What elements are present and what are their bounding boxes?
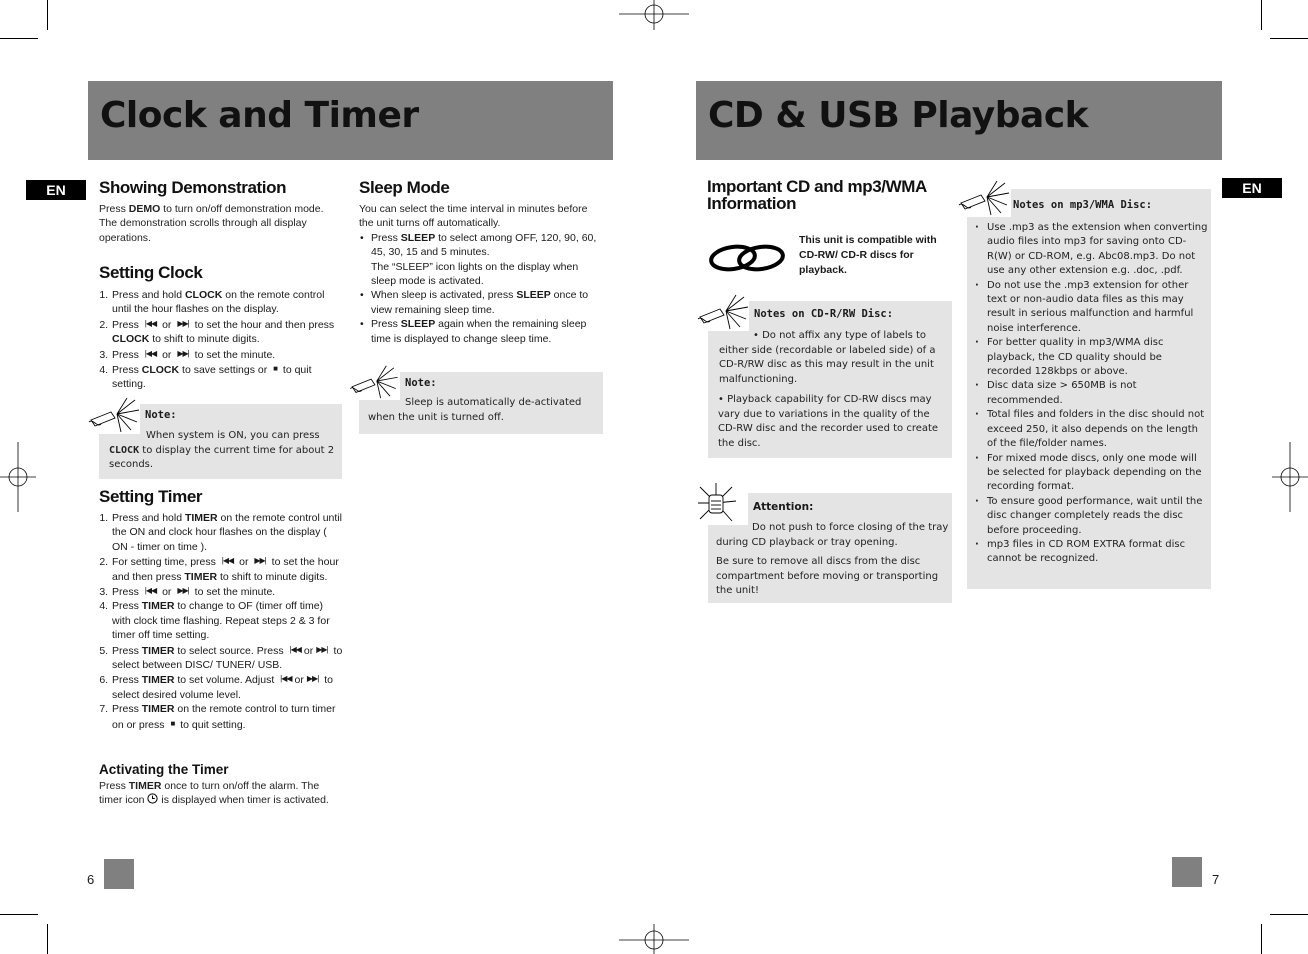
next-track-icon: ▶▶| xyxy=(177,348,189,358)
note-icon-area xyxy=(347,364,400,400)
demo-key: DEMO xyxy=(128,203,161,215)
info-section xyxy=(707,178,947,212)
page-number: 6 xyxy=(87,872,95,887)
registration-mark-icon xyxy=(1272,442,1308,512)
attention-paragraph: Do not push to force closing of the tray during CD playback or tray opening. xyxy=(716,522,949,548)
note-body: When system is ON, you can press CLOCK to display the current time for about 2 seconds. xyxy=(109,430,335,470)
page-number: 7 xyxy=(1212,872,1220,887)
crop-mark xyxy=(47,0,48,30)
list-item: · Use .mp3 as the extension when converting audio files into mp3 for saving onto CD-R(W) or CD-ROM, e.g. Abc08.mp3. Do not use any other extension e.g. .doc, .pdf. xyxy=(987,221,1209,279)
list-item: · For better quality in mp3/WMA disc playback, the CD quality should be recorded 128kbps or above. xyxy=(987,336,1209,379)
list-item: 3. Press |◀◀ or ▶▶| to set the minute. xyxy=(111,584,344,599)
attention-paragraph: Be sure to remove all discs from the disc compartment before moving or transporting the unit! xyxy=(716,556,939,596)
list-item: 1. Press and hold CLOCK on the remote control until the hour flashes on the display. xyxy=(111,288,344,317)
list-item: · For mixed mode discs, only one mode will be selected for playback depending on the recording format. xyxy=(987,452,1209,495)
page-title: CD & USB Playback xyxy=(708,95,1089,136)
list-item: 4. Press CLOCK to save settings or ■ to quit setting. xyxy=(111,362,344,392)
cd-rw-logo-icon xyxy=(707,241,787,275)
next-track-icon: ▶▶| xyxy=(254,556,266,566)
section-heading: Setting Timer xyxy=(99,487,203,506)
list-item: 4. Press TIMER to change to OF (timer off time) with clock time flashing. Repeat steps 2 & 3 for timer off time setting. xyxy=(111,599,344,642)
note-title: Note: xyxy=(405,377,437,389)
list-item: · Total files and folders in the disc should not exceed 250, it also depends on the length of the file/folder names. xyxy=(987,408,1209,451)
crop-mark xyxy=(1270,914,1308,915)
list-item: 2. For setting time, press |◀◀ or ▶▶| to set the hour and then press TIMER to shift to minute digits. xyxy=(111,554,344,584)
section-heading: Setting Clock xyxy=(99,263,203,282)
clock-note-box xyxy=(99,404,342,479)
list-item: 2. Press |◀◀ or ▶▶| to set the hour and then press CLOCK to shift to minute digits. xyxy=(111,317,344,347)
list-item: · Disc data size > 650MB is not recommended. xyxy=(987,379,1209,408)
note-pen-icon xyxy=(957,179,1010,217)
list-item: • Press SLEEP again when the remaining sleep time is displayed to change sleep time. xyxy=(371,317,604,346)
attention-title: Attention: xyxy=(753,501,814,513)
mp3-note-box xyxy=(967,189,1211,589)
crop-mark xyxy=(47,924,48,954)
list-item: 7. Press TIMER on the remote control to turn timer on or press ■ to quit setting. xyxy=(111,702,344,732)
prev-track-icon: |◀◀ xyxy=(144,348,157,358)
attention-hand-icon xyxy=(696,483,748,525)
page-title: Clock and Timer xyxy=(100,95,419,136)
note-paragraph: • Playback capability for CD-RW discs may vary due to variations in the quality of the CD-RW disc and the recorder used to create the disc. xyxy=(718,394,939,449)
registration-mark-icon xyxy=(619,0,689,30)
sleep-section xyxy=(359,178,604,346)
language-badge: EN xyxy=(1222,178,1282,198)
timer-section xyxy=(99,487,344,732)
list-item: · mp3 files in CD ROM EXTRA format disc cannot be recognized. xyxy=(987,538,1209,567)
note-title: Notes on mp3/WMA Disc: xyxy=(1013,199,1153,211)
prev-track-icon: |◀◀ xyxy=(280,674,292,684)
text: to turn on/off demonstration mode. The demonstration scrolls through all display operations. xyxy=(99,203,324,244)
crop-mark xyxy=(0,914,38,915)
section-heading: Activating the Timer xyxy=(99,762,229,777)
sleep-list xyxy=(359,231,604,346)
prev-track-icon: |◀◀ xyxy=(144,586,157,596)
list-item: · Do not use the .mp3 extension for other text or non-audio data files as this may result in serious malfunction and harmful noise interference. xyxy=(987,279,1209,337)
attention-box xyxy=(708,493,952,603)
list-item: 5. Press TIMER to select source. Press |◀◀ or ▶▶| to select between DISC/ TUNER/ USB. xyxy=(111,643,344,673)
prev-track-icon: |◀◀ xyxy=(221,556,234,566)
note-icon-area xyxy=(957,179,1011,217)
sleep-note-box xyxy=(359,372,603,434)
list-item: 6. Press TIMER to set volume. Adjust |◀◀ or ▶▶| to select desired volume level. xyxy=(111,672,344,702)
crop-mark xyxy=(0,38,38,39)
next-track-icon: ▶▶| xyxy=(177,318,189,328)
timer-steps xyxy=(99,511,344,732)
language-badge: EN xyxy=(26,180,86,200)
crop-mark xyxy=(1270,38,1308,39)
attention-body xyxy=(716,521,950,599)
registration-mark-icon xyxy=(619,924,689,954)
crop-mark xyxy=(1261,0,1262,30)
note-paragraph: • Do not affix any type of labels to either side (recordable or labeled side) of a CD-R/RW disc as this may result in the unit malfunctioning. xyxy=(719,330,936,385)
left-title-banner xyxy=(88,81,613,160)
note-icon-area xyxy=(696,293,749,331)
next-track-icon: ▶▶| xyxy=(306,674,319,684)
compatibility-text: This unit is compatible with CD-RW/ CD-R discs for playback. xyxy=(799,234,937,276)
prev-track-icon: |◀◀ xyxy=(289,644,301,654)
note-title: Note: xyxy=(145,409,177,421)
section-heading: Showing Demonstration xyxy=(99,178,287,197)
prev-track-icon: |◀◀ xyxy=(144,318,157,328)
clock-section xyxy=(99,263,344,392)
activating-text: Press TIMER once to turn on/off the alarm. The timer icon is displayed when timer is activated. xyxy=(99,780,329,807)
next-track-icon: ▶▶| xyxy=(316,644,328,654)
right-title-banner xyxy=(696,81,1222,160)
activating-section xyxy=(99,762,339,808)
list-item: 1. Press and hold TIMER on the remote control until the ON and clock hour flashes on the display ( ON - timer on time ). xyxy=(111,511,344,554)
list-item: • When sleep is activated, press SLEEP once to view remaining sleep time. xyxy=(371,288,604,317)
text: Press xyxy=(99,203,129,215)
mp3-notes-list xyxy=(973,221,1209,567)
attention-icon-area xyxy=(696,483,748,525)
sleep-intro: You can select the time interval in minutes before the unit turns off automatically. xyxy=(359,203,588,230)
cdrw-note-box xyxy=(708,301,952,458)
stop-icon: ■ xyxy=(273,364,277,374)
list-item: 3. Press |◀◀ or ▶▶| to set the minute. xyxy=(111,347,344,362)
clock-icon xyxy=(147,793,158,804)
section-heading: Important CD and mp3/WMA Information xyxy=(707,177,927,213)
registration-mark-icon xyxy=(0,442,36,512)
note-body xyxy=(719,329,949,451)
note-pen-icon xyxy=(696,293,749,331)
crop-mark xyxy=(1261,924,1262,954)
list-item: · To ensure good performance, wait until the disc changer completely reads the disc before proceeding. xyxy=(987,495,1209,538)
list-item: • Press SLEEP to select among OFF, 120, 90, 60, 45, 30, 15 and 5 minutes. The “SLEEP” icon lights on the display when sleep mode is activated. xyxy=(371,231,604,289)
note-title: Notes on CD-R/RW Disc: xyxy=(754,308,894,320)
next-track-icon: ▶▶| xyxy=(177,586,189,596)
note-pen-icon xyxy=(347,364,400,400)
clock-steps xyxy=(99,288,344,392)
page-number-box xyxy=(104,859,134,889)
page-number-box xyxy=(1172,857,1202,887)
demo-text xyxy=(99,202,344,245)
demo-section xyxy=(99,178,344,245)
note-body: Sleep is automatically de-activated when the unit is turned off. xyxy=(368,397,582,423)
section-heading: Sleep Mode xyxy=(359,178,450,197)
stop-icon: ■ xyxy=(170,718,175,728)
